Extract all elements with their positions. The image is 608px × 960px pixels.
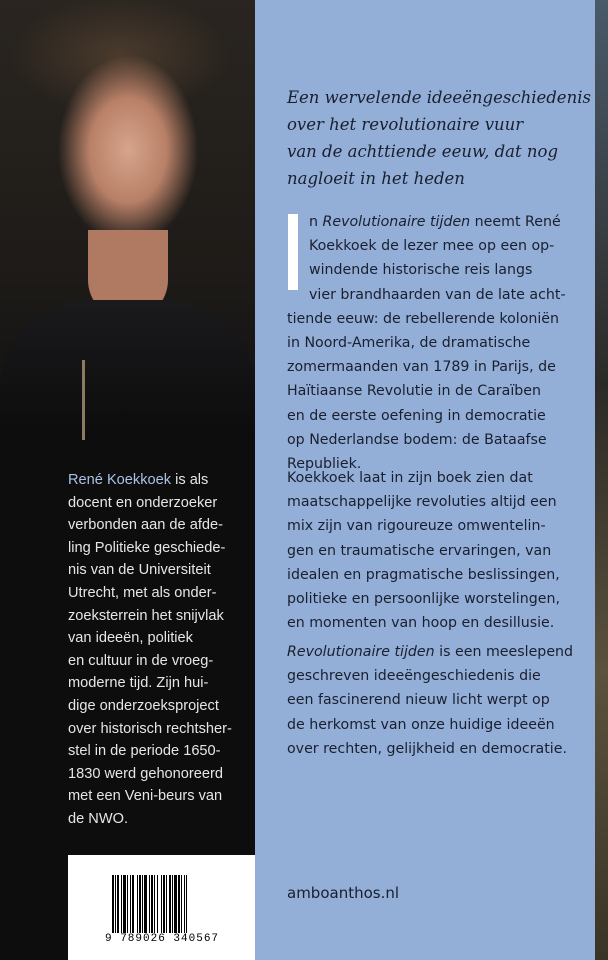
para-text: neemt René [470,214,561,230]
isbn-number: 9 789026 340567 [105,933,220,945]
blurb-panel [255,0,595,960]
lead-tagline [287,84,591,192]
text-line: windende historische reis langs [309,262,533,279]
text-line: over rechten, gelijkheid en democratie. [287,740,567,757]
text-line: idealen en pragmatische beslissingen, [287,566,560,583]
blurb-paragraph-2 [287,466,560,635]
text-line: tiende eeuw: de rebellerende koloniën [287,310,560,327]
text-line: en de eerste oefening in democratie [287,407,546,424]
text-line: gen en traumatische ervaringen, van [287,542,552,559]
blurb-paragraph-1 [287,210,566,476]
text-line: moderne tijd. Zijn hui- [68,675,209,692]
text-line: mix zijn van rigoureuze omwentelin- [287,518,546,535]
text-line: Een wervelende ideeëngeschiedenis [287,88,591,107]
bio-line [68,469,253,492]
text-line: van de achttiende eeuw, dat nog [287,142,559,161]
text-line: in Noord-Amerika, de dramatische [287,335,531,352]
cover-edge [595,0,608,960]
barcode [112,875,218,937]
book-title-italic: Revolutionaire tijden [322,214,471,230]
text-line: politieke en persoonlijke worstelingen, [287,591,560,608]
text-line: op Nederlandse bodem: de Bataafse [287,431,547,448]
text-line: met een Veni-beurs van [68,788,223,805]
text-line: Koekkoek de lezer mee op een op- [309,238,555,255]
text-line: 1830 werd gehonoreerd [68,765,223,782]
para-line [287,640,573,664]
text-line: over het revolutionaire vuur [287,115,524,134]
text-line: docent en onderzoeker [68,494,218,511]
blurb-paragraph-3 [287,640,573,761]
publisher-website[interactable]: amboanthos.nl [287,884,400,902]
text-line: nagloeit in het heden [287,169,465,188]
author-photo [0,0,255,440]
author-bio [68,469,253,831]
para-line [287,210,566,234]
text-line: vier brandhaarden van de late acht- [309,286,566,303]
text-line: verbonden aan de afde- [68,517,223,534]
photo-shirt [0,300,255,440]
bio-text: is als [171,472,209,488]
text-line: geschreven ideeëngeschiedenis die [287,668,541,685]
text-line: maatschappelijke revoluties altijd een [287,494,557,511]
barcode-box [68,855,255,960]
book-title-italic: Revolutionaire tijden [287,644,435,660]
text-line: Haïtiaanse Revolutie in de Caraïben [287,383,542,400]
text-line: de herkomst van onze huidige ideeën [287,716,555,733]
text-line: en cultuur in de vroeg- [68,652,214,669]
author-name: René Koekkoek [68,472,172,488]
text-line: zoeksterrein het snijvlak [68,607,224,624]
text-line: en momenten van hoop en desillusie. [287,615,555,632]
photo-zipper [82,360,85,440]
text-line: dige onderzoeksproject [68,697,219,714]
text-line: Koekkoek laat in zijn boek zien dat [287,470,533,486]
para-text: is een meeslepend [434,644,574,660]
text-line: de NWO. [68,810,129,827]
text-line: zomermaanden van 1789 in Parijs, de [287,359,556,376]
text-line: van ideeën, politiek [68,630,193,647]
text-line: ling Politieke geschiede- [68,539,226,556]
text-line: stel in de periode 1650- [68,743,221,760]
para-text: n [309,214,323,230]
text-line: Republiek. [287,456,362,473]
barcode-bar [187,875,188,937]
text-line: een fascinerend nieuw licht werpt op [287,692,550,709]
text-line: Utrecht, met als onder- [68,584,217,601]
text-line: over historisch rechtsher- [68,720,232,737]
text-line: nis van de Universiteit [68,562,211,579]
